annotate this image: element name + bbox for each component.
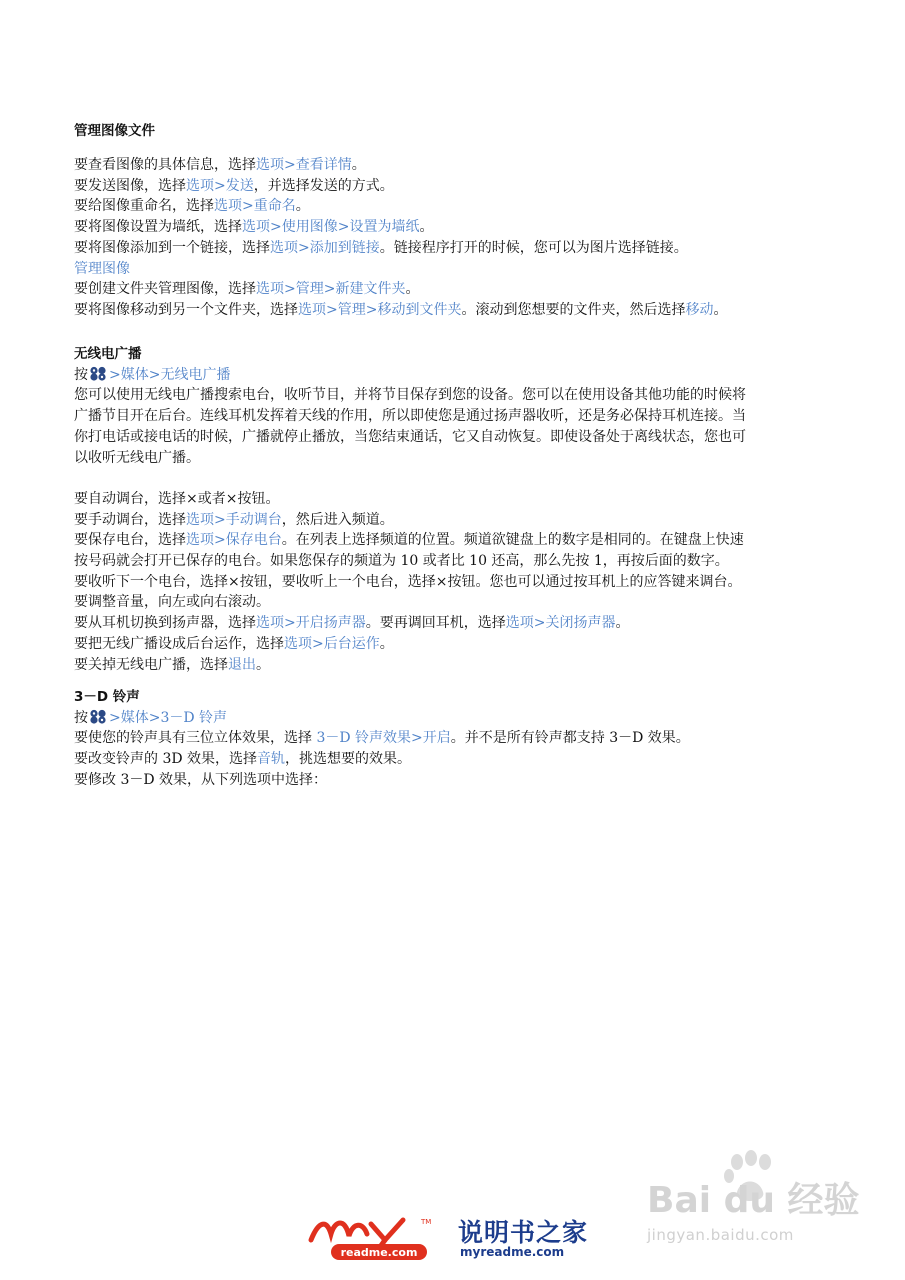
text-run: 。	[295, 198, 310, 215]
paragraph-line	[74, 448, 200, 468]
paragraph-line	[74, 613, 629, 633]
paragraph-line	[74, 238, 688, 258]
menu-path-link[interactable]: 选项>关闭扬声器	[505, 615, 616, 632]
text-run: 您可以使用无线电广播搜索电台，收听节目，并将节目保存到您的设备。您可以在使用设备其他功能的时候将	[74, 387, 746, 404]
paragraph-line	[74, 655, 270, 675]
text-run: ，并选择发送的方式。	[253, 177, 394, 194]
menu-path-link[interactable]: 3－D 铃声效果>开启	[316, 730, 451, 747]
menu-path-link[interactable]: 退出	[228, 656, 256, 673]
paragraph-line	[74, 427, 746, 447]
menu-path-link[interactable]: 选项>保存电台	[186, 532, 282, 549]
text-run: 以收听无线电广播。	[74, 449, 200, 466]
section-heading: 3－D 铃声	[74, 689, 140, 705]
watermark-url: jingyan.baidu.com	[647, 1226, 794, 1244]
text-run: 要手动调台，选择	[74, 511, 186, 528]
text-run: 。	[379, 635, 394, 652]
paragraph-line	[74, 155, 366, 175]
text-run: 要将图像添加到一个链接，选择	[74, 239, 270, 256]
paragraph-line	[74, 217, 433, 237]
text-run: 要关掉无线电广播，选择	[74, 656, 228, 673]
menu-path-link[interactable]: 选项	[256, 157, 284, 173]
watermark-text: Bai du 经验	[647, 1180, 860, 1221]
menu-path-link[interactable]: >媒体>3－D 铃声	[109, 709, 228, 726]
text-run: 。	[256, 656, 270, 673]
text-run: 。滚动到您想要的文件夹，然后选择	[461, 301, 686, 318]
text-run: 要给图像重命名，选择	[74, 198, 214, 215]
paragraph-line	[74, 279, 419, 299]
text-run: 要调整音量，向左或向右滚动。	[74, 594, 270, 611]
paragraph-line	[74, 489, 279, 509]
paragraph-line	[74, 510, 394, 530]
text-run: 。	[615, 615, 630, 632]
menu-path-link[interactable]: 选项>开启扬声器	[256, 615, 366, 632]
brand-url: myreadme.com	[460, 1245, 565, 1259]
menu-path-link[interactable]: 选项>手动调台	[186, 511, 282, 528]
menu-path-link[interactable]: 移动	[685, 301, 714, 318]
paragraph-line	[74, 592, 270, 612]
text-run: 按	[74, 366, 88, 383]
text-run: 要从耳机切换到扬声器，选择	[74, 615, 256, 632]
text-run: 要改变铃声的 3D 效果，选择	[74, 751, 258, 768]
text-run: ，然后进入频道。	[281, 511, 394, 528]
menu-path-link[interactable]: >媒体>无线电广播	[109, 366, 231, 383]
paragraph-line	[74, 406, 746, 426]
text-run: 要把无线广播设成后台运作，选择	[74, 635, 284, 652]
menu-key-icon	[88, 366, 109, 381]
text-run: 广播节目开在后台。连线耳机发挥着天线的作用，所以即使您是通过扬声器收听，还是务必保持耳机连接。当	[74, 408, 746, 425]
text-run: 。并不是所有铃声都支持 3－D 效果。	[450, 730, 690, 747]
text-run: 要使您的铃声具有三位立体效果，选择	[74, 730, 317, 747]
my-logo-badge: readme.com	[340, 1246, 418, 1259]
paragraph-line	[74, 749, 411, 769]
section-heading: 无线电广播	[74, 346, 142, 362]
paragraph-line	[74, 530, 744, 550]
text-run: 要自动调台，选择×或者×按钮。	[74, 490, 280, 507]
brand-name: 说明书之家	[458, 1218, 589, 1247]
baidu-paw-icon	[645, 1148, 860, 1226]
text-run: 你打电话或接电话的时候，广播就停止播放，当您结束通话，它又自动恢复。即使设备处于离线状态，您也可	[74, 428, 746, 445]
text-run: 要收听下一个电台，选择×按钮，要收听上一个电台，选择×按钮。您也可以通过按耳机上的应答键来调台。	[74, 573, 742, 590]
menu-path-link[interactable]: 选项>发送	[186, 177, 254, 194]
menu-path-link[interactable]: 选项>管理>新建文件夹	[256, 281, 406, 298]
text-run: 要保存电台，选择	[74, 532, 186, 549]
text-run: 。	[405, 281, 420, 298]
paragraph-line	[74, 572, 741, 592]
text-run: 要修改 3－D 效果，从下列选项中选择：	[74, 771, 328, 788]
section-heading: 管理图像文件	[74, 123, 155, 139]
menu-path-link[interactable]: 管理图像	[74, 260, 130, 277]
menu-path-link[interactable]: 选项>后台运作	[284, 635, 380, 652]
paragraph-line	[74, 551, 729, 571]
paragraph-line	[74, 385, 746, 405]
text-run: 。	[419, 219, 434, 236]
text-run: 按	[74, 709, 88, 726]
text-run: 要将图像设置为墙纸，选择	[74, 219, 242, 236]
menu-path-link[interactable]: 选项>管理>移动到文件夹	[298, 301, 462, 318]
paragraph-line	[74, 728, 690, 748]
menu-path-link[interactable]: 选项>重命名	[214, 198, 296, 215]
baidu-jingyan-watermark	[645, 1148, 860, 1248]
text-run: ，挑选想要的效果。	[285, 751, 412, 768]
text-run: 按号码就会打开已保存的电台。如果您保存的频道为 10 或者比 10 还高，那么先按 1，再按后面的数字。	[74, 553, 729, 569]
text-run: 要发送图像，选择	[74, 177, 186, 194]
text-run: 要将图像移动到另一个文件夹，选择	[74, 301, 298, 318]
menu-path-link[interactable]: 选项>使用图像>设置为墙纸	[242, 219, 420, 236]
text-run: 。链接程序打开的时候，您可以为图片选择链接。	[379, 239, 688, 256]
paragraph-line	[74, 634, 394, 654]
menu-key-icon	[88, 709, 109, 724]
paragraph-line	[74, 196, 310, 216]
menu-path-link[interactable]: >查看详情	[284, 157, 352, 173]
myreadme-brand	[458, 1213, 608, 1263]
text-run: 。要再调回耳机，选择	[365, 615, 506, 632]
paragraph-line	[74, 300, 727, 320]
paragraph-line	[74, 770, 327, 790]
my-readme-logo	[305, 1210, 440, 1266]
text-run: 。	[713, 301, 728, 318]
menu-path-link[interactable]: 选项>添加到链接	[270, 239, 380, 256]
text-run: 。在列表上选择频道的位置。频道欲键盘上的数字是相同的。在键盘上快速	[281, 532, 744, 549]
text-run: 。	[351, 157, 366, 173]
paragraph-line	[74, 708, 227, 728]
my-logo-icon	[305, 1210, 440, 1266]
menu-path-link[interactable]: 音轨	[257, 751, 286, 768]
paragraph-line	[74, 365, 230, 385]
text-run: 要查看图像的具体信息，选择	[74, 157, 256, 173]
paragraph-line	[74, 176, 394, 196]
paragraph-line	[74, 259, 130, 279]
text-run: 要创建文件夹管理图像，选择	[74, 281, 256, 298]
my-logo-tm: TM	[421, 1218, 432, 1226]
